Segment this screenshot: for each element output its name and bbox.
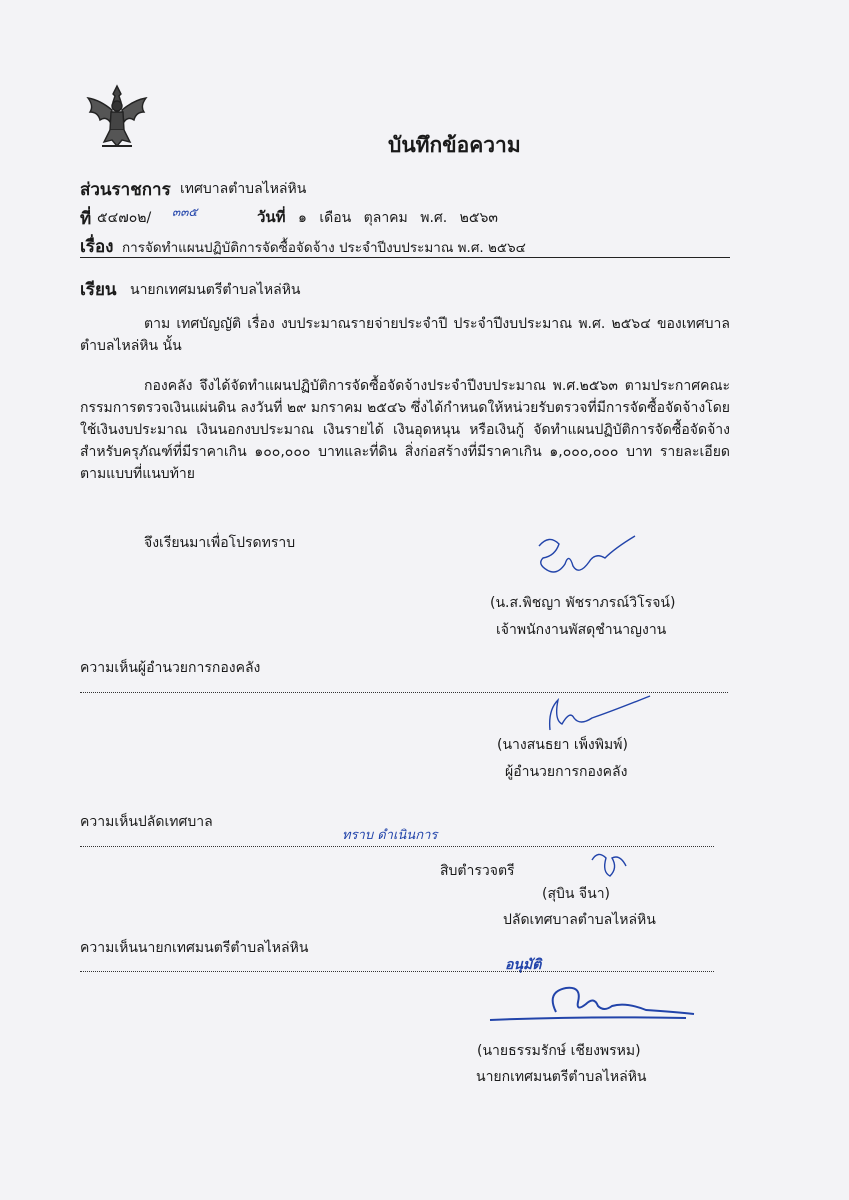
- date-label: วันที่: [257, 208, 286, 226]
- ref-value: ๕๔๗๐๒/: [97, 210, 152, 226]
- agency-value: เทศบาลตำบลไหล่หิน: [180, 181, 307, 197]
- subject-value: การจัดทำแผนปฏิบัติการจัดซื้อจัดจ้าง ประจำปีงบประมาณ พ.ศ. ๒๕๖๔: [122, 240, 526, 256]
- opinion-3-label: ความเห็นนายกเทศมนตรีตำบลไหล่หิน: [80, 940, 309, 956]
- signature-4: [486, 982, 700, 1026]
- opinion-2-handwritten: ทราบ ดำเนินการ: [342, 828, 438, 843]
- signer-2-name: (นางสนธยา เพ็งพิมพ์): [497, 737, 628, 753]
- signer-3-prefix: สิบตำรวจตรี: [440, 863, 515, 879]
- ref-handwritten: ๓๓๕: [172, 205, 198, 219]
- opinion-3-line: [80, 971, 714, 972]
- signature-2: [540, 690, 660, 734]
- opinion-2-label: ความเห็นปลัดเทศบาล: [80, 814, 213, 830]
- signer-1-position: เจ้าพนักงานพัสดุชำนาญงาน: [496, 622, 667, 638]
- to-value: นายกเทศมนตรีตำบลไหล่หิน: [130, 282, 301, 298]
- opinion-3-handwritten: อนุมัติ: [505, 957, 542, 973]
- paragraph-1: [80, 313, 730, 357]
- header-divider: [80, 257, 730, 258]
- closing-text: จึงเรียนมาเพื่อโปรดทราบ: [144, 535, 296, 551]
- to-label: เรียน: [80, 280, 117, 300]
- signature-1: [535, 532, 645, 584]
- signature-3: [588, 846, 628, 882]
- date-value: ๑ เดือน ตุลาคม พ.ศ. ๒๕๖๓: [298, 210, 498, 226]
- paragraph-1-text: ตาม เทศบัญญัติ เรื่อง งบประมาณรายจ่ายประจำปี ประจำปีงบประมาณ พ.ศ. ๒๕๖๔ ของเทศบาลตำบลไหล่หิน นั้น: [80, 316, 730, 354]
- signer-4-position: นายกเทศมนตรีตำบลไหล่หิน: [476, 1069, 647, 1085]
- agency-label: ส่วนราชการ: [80, 180, 171, 200]
- opinion-1-label: ความเห็นผู้อำนวยการกองคลัง: [80, 660, 261, 676]
- garuda-emblem-icon: [80, 82, 154, 152]
- paragraph-2-text: กองคลัง จึงได้จัดทำแผนปฏิบัติการจัดซื้อจัดจ้างประจำปีงบประมาณ พ.ศ.๒๕๖๓ ตามประกาศคณะกรรมการตรวจเงินแผ่นดิน ลงวันที่ ๒๙ มกราคม ๒๕๔๖ ซึ่งได้กำหนดให้หน่วยรับตรวจที่มีการจัดซื้อจัดจ้างโดยใช้เงินงบประมาณ เงินนอกงบประมาณ เงินรายได้ เงินอุดหนุน หรือเงินกู้ จัดทำแผนปฏิบัติการจัดซื้อจัดจ้าง สำหรับครุภัณฑ์ที่มีราคาเกิน ๑๐๐,๐๐๐ บาทและที่ดิน สิ่งก่อสร้างที่มีราคาเกิน ๑,๐๐๐,๐๐๐ บาท รายละเอียดตามแบบที่แนบท้าย: [80, 378, 730, 482]
- signer-3-position: ปลัดเทศบาลตำบลไหล่หิน: [503, 912, 656, 928]
- subject-label: เรื่อง: [80, 237, 114, 257]
- ref-label: ที่: [80, 209, 92, 229]
- signer-4-name: (นายธรรมรักษ์ เชียงพรหม): [477, 1043, 641, 1059]
- document-title: บันทึกข้อความ: [388, 133, 521, 157]
- paragraph-2: [80, 375, 730, 485]
- signer-1-name: (น.ส.พิชญา พัชราภรณ์วิโรจน์): [490, 595, 676, 611]
- signer-2-position: ผู้อำนวยการกองคลัง: [505, 764, 628, 780]
- signer-3-name: (สุบิน จีนา): [542, 886, 611, 902]
